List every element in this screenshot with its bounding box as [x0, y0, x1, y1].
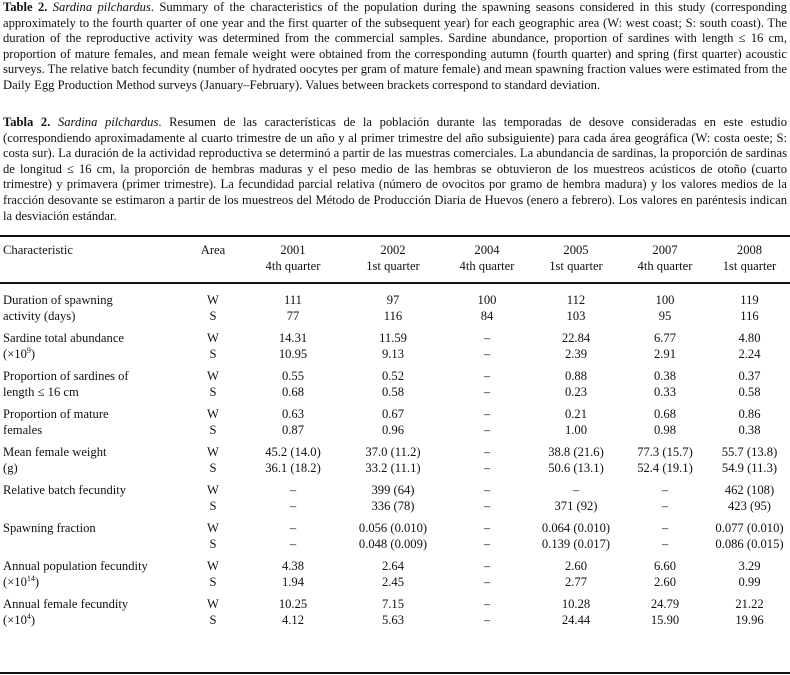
- data-table: [0, 237, 790, 628]
- table-cell-value: 0.37: [738, 369, 761, 383]
- table-cell-value: 36.1 (18.2): [265, 460, 321, 475]
- table-cell-value: 3.29: [738, 559, 761, 573]
- table-cell-value: –: [483, 460, 491, 475]
- table-cell-value: 119: [740, 293, 759, 307]
- table-cell-value: 0.96: [381, 422, 405, 437]
- characteristic-label-line2: length ≤ 16 cm: [3, 384, 79, 399]
- table-cell-value: 2.24: [738, 346, 761, 361]
- table-cell-value: 5.63: [381, 612, 405, 627]
- area-code: S: [209, 384, 217, 399]
- header-year: 2001: [280, 243, 306, 257]
- table-row: [0, 309, 790, 325]
- table-body: [0, 293, 790, 628]
- area-code: W: [207, 559, 219, 573]
- table-cell-value: –: [483, 384, 491, 399]
- table-cell-value: 52.4 (19.1): [637, 460, 693, 475]
- table-cell-value: 103: [566, 308, 586, 323]
- table-cell-value: –: [483, 559, 491, 573]
- table-cell-value: 21.22: [735, 597, 764, 611]
- characteristic-label-line2: (g): [3, 460, 18, 475]
- table-cell-value: 50.6 (13.1): [548, 460, 604, 475]
- table-cell-value: 0.077 (0.010): [715, 521, 784, 535]
- header-year: 2008: [736, 243, 763, 257]
- table-row: [0, 537, 790, 553]
- area-code: S: [209, 422, 217, 437]
- characteristic-label: [0, 499, 183, 515]
- table-row: [0, 385, 790, 401]
- table-cell-value: 2.60: [653, 574, 677, 589]
- table-cell-value: 0.064 (0.010): [541, 521, 611, 535]
- characteristic-label-end: ): [30, 346, 36, 361]
- area-code: S: [209, 460, 217, 475]
- table-cell-value: –: [483, 445, 491, 459]
- table-cell-value: 0.68: [653, 407, 677, 421]
- header-col-2005: [531, 237, 621, 287]
- table-cell-value: 4.38: [281, 559, 305, 573]
- caption-label: Tabla 2.: [3, 115, 51, 129]
- table-cell-value: 0.139 (0.017): [541, 536, 611, 551]
- table-cell-value: 19.96: [735, 612, 764, 627]
- table-row: [0, 483, 790, 499]
- characteristic-label: Proportion of mature: [3, 407, 109, 421]
- characteristic-label: Duration of spawning: [3, 293, 113, 307]
- table-cell-value: 0.38: [653, 369, 677, 383]
- table-cell-value: 77.3 (15.7): [637, 445, 693, 459]
- caption-species: Sardina pilchardus: [57, 115, 159, 129]
- table-cell-value: –: [483, 422, 491, 437]
- header-year: 2007: [652, 243, 678, 257]
- table-cell-value: 6.60: [653, 559, 677, 573]
- header-col-2004: [443, 237, 531, 287]
- table-row: [0, 461, 790, 477]
- table-row: [0, 575, 790, 591]
- table-cell-value: 14.31: [278, 331, 308, 345]
- table-cell-value: 97: [386, 293, 400, 307]
- header-row: [0, 237, 790, 287]
- caption-label: Table 2.: [3, 0, 48, 14]
- table-cell-value: 24.79: [650, 597, 680, 611]
- table-cell-value: 6.77: [653, 331, 677, 345]
- table-cell-value: –: [483, 574, 491, 589]
- table-row: [0, 331, 790, 347]
- table-cell-value: 9.13: [381, 346, 405, 361]
- area-code: W: [207, 521, 219, 535]
- table-cell-value: 116: [383, 308, 403, 323]
- header-year: 2005: [563, 243, 589, 257]
- header-year: 2004: [474, 243, 500, 257]
- table-cell-value: 2.64: [381, 559, 405, 573]
- caption-text: . Resumen de las características de la población durante las temporadas de desove consideradas en este estudio (correspondiendo aproximadamente al cuarto trimestre de un año y al primer trimestre del año subsiguiente) para cada área geográfica (W: costa oeste; S: costa sur). La duración de la actividad reproductiva se determinó a partir de las muestras comerciales. La abundancia de sardinas, la proporción de sardinas de longitud ≤ 16 cm, la proporción de hembras maduras y el peso medio de las hembras se obtuvieron de los muestreos acústicos de otoño (cuarto trimestre) y primavera (primer trimestre). La fecundidad parcial relativa (número de ovocitos por gramo de hembra madura) y los valores medios de la fracción desovante se estimaron a partir de los muestreos del Método de Producción Diaria de Huevos (enero a febrero). Los valores en paréntesis indican la desviación estándar.: [3, 115, 787, 223]
- area-code: W: [207, 597, 219, 611]
- table-row: [0, 445, 790, 461]
- area-code: W: [207, 483, 219, 497]
- header-quarter: 1st quarter: [366, 258, 420, 273]
- table-bottom-rule: [0, 672, 790, 674]
- table-row: [0, 521, 790, 537]
- table-cell-value: –: [483, 521, 491, 535]
- characteristic-label: [0, 461, 183, 477]
- table-cell-value: 10.28: [561, 597, 591, 611]
- table-cell-value: 111: [284, 293, 302, 307]
- table-cell-value: 116: [740, 308, 759, 323]
- area-code: S: [209, 574, 217, 589]
- table-cell-value: –: [289, 521, 297, 535]
- characteristic-label-line2: (×10: [3, 612, 27, 627]
- area-code: S: [209, 612, 217, 627]
- table-cell-value: –: [483, 346, 491, 361]
- table-cell-value: 100: [655, 293, 675, 307]
- area-code: W: [207, 445, 219, 459]
- characteristic-label: [0, 575, 183, 591]
- table-cell-value: 0.38: [738, 422, 761, 437]
- table-cell-value: 0.58: [381, 384, 405, 399]
- table-cell-value: 7.15: [381, 597, 405, 611]
- table-cell-value: 77: [286, 308, 300, 323]
- header-year: 2002: [380, 243, 406, 257]
- table-cell-value: –: [483, 331, 491, 345]
- table-cell-value: 100: [477, 293, 497, 307]
- table-cell-value: 336 (78): [371, 498, 415, 513]
- table-cell-value: –: [483, 369, 491, 383]
- header-quarter: 4th quarter: [459, 258, 515, 273]
- table-cell-value: 37.0 (11.2): [365, 445, 421, 459]
- area-code: S: [209, 346, 217, 361]
- table-cell-value: –: [661, 521, 669, 535]
- table-cell-value: 15.90: [650, 612, 680, 627]
- table-cell-value: 4.12: [281, 612, 305, 627]
- table-cell-value: 0.98: [653, 422, 677, 437]
- unit-exponent: 9: [26, 345, 31, 355]
- table-cell-value: –: [483, 498, 491, 513]
- table-cell-value: 423 (95): [727, 498, 772, 513]
- table-cell-value: –: [661, 536, 669, 551]
- table-cell-value: 22.84: [561, 331, 591, 345]
- characteristic-label-line2: activity (days): [3, 308, 76, 323]
- table-cell-value: 2.39: [564, 346, 588, 361]
- caption-species: Sardina pilchardus: [52, 0, 151, 14]
- characteristic-label: Mean female weight: [3, 445, 107, 459]
- table-cell-value: 1.00: [564, 422, 588, 437]
- area-code: S: [209, 308, 217, 323]
- table-cell-value: –: [661, 498, 669, 513]
- table-cell-value: 2.60: [564, 559, 588, 573]
- characteristic-label: Annual population fecundity: [3, 559, 148, 573]
- table-cell-value: 0.63: [281, 407, 305, 421]
- characteristic-label: Spawning fraction: [3, 521, 96, 535]
- area-code: W: [207, 369, 219, 383]
- table-cell-value: –: [483, 612, 491, 627]
- table-cell-value: –: [661, 483, 669, 497]
- table-cell-value: –: [483, 483, 491, 497]
- header-quarter: 4th quarter: [637, 258, 693, 273]
- table-cell-value: –: [483, 536, 491, 551]
- header-quarter: 4th quarter: [265, 258, 321, 273]
- header-col-2001: [243, 237, 343, 287]
- table-cell-value: 112: [566, 293, 586, 307]
- table-cell-value: 0.33: [653, 384, 677, 399]
- characteristic-label: [0, 385, 183, 401]
- table-cell-value: 11.59: [379, 331, 407, 345]
- characteristic-label-end: ): [34, 574, 40, 589]
- table-cell-value: 0.23: [564, 384, 588, 399]
- table-cell-value: 0.86: [738, 407, 761, 421]
- area-code: W: [207, 407, 219, 421]
- table-cell-value: 462 (108): [724, 483, 775, 497]
- table-row: [0, 423, 790, 439]
- table-cell-value: 33.2 (11.1): [365, 460, 421, 475]
- table-cell-value: –: [289, 536, 297, 551]
- characteristic-label-line2: (×10: [3, 346, 27, 361]
- table-cell-value: –: [289, 483, 297, 497]
- area-code: S: [209, 536, 217, 551]
- table-cell-value: 0.88: [564, 369, 588, 383]
- table-cell-value: 0.21: [564, 407, 588, 421]
- table-row: [0, 347, 790, 363]
- table-cell-value: 0.52: [381, 369, 405, 383]
- table-row: [0, 407, 790, 423]
- table-cell-value: 0.67: [381, 407, 405, 421]
- header-col-2002: [343, 237, 443, 287]
- table-cell-value: 24.44: [561, 612, 591, 627]
- table-cell-value: 2.91: [653, 346, 677, 361]
- area-code: S: [209, 498, 217, 513]
- table-row: [0, 369, 790, 385]
- header-col-2007: [621, 237, 709, 287]
- table-cell-value: 371 (92): [554, 498, 598, 513]
- header-col-2008: [709, 237, 790, 287]
- table-cell-value: 0.056 (0.010): [358, 521, 428, 535]
- table-caption-english: [3, 0, 787, 94]
- table-cell-value: 2.77: [564, 574, 588, 589]
- table-cell-value: 0.086 (0.015): [715, 536, 784, 551]
- table-cell-value: 95: [658, 308, 672, 323]
- table-cell-value: 0.99: [738, 574, 761, 589]
- characteristic-label-line2: females: [3, 422, 43, 437]
- caption-text: . Summary of the characteristics of the population during the spawning seasons considered in this study (corresponding approximately to the fourth quarter of one year and the first quarter of the subsequent year) for each geographic area (W: west coast; S: south coast). The duration of the reproductive activity was determined from the commercial samples. Sardine abundance, proportion of sardines with length ≤ 16 cm, proportion of mature females, and mean female weight were obtained from the corresponding autumn (fourth quarter) and spring (first quarter) acoustic surveys. The relative batch fecundity (number of hydrated oocytes per gram of mature female) and mean spawning fraction values were estimated from the Daily Egg Production Method surveys (January–February). Values between brackets correspond to standard deviation.: [3, 0, 787, 92]
- table-cell-value: 1.94: [281, 574, 305, 589]
- table-row: [0, 613, 790, 629]
- header-quarter: 1st quarter: [722, 258, 777, 273]
- table-cell-value: 0.87: [281, 422, 305, 437]
- table-cell-value: 0.68: [281, 384, 305, 399]
- table-cell-value: 54.9 (11.3): [721, 460, 778, 475]
- unit-exponent: 14: [26, 573, 35, 583]
- table-cell-value: 10.25: [278, 597, 308, 611]
- table-cell-value: –: [289, 498, 297, 513]
- characteristic-label: [0, 347, 183, 363]
- table-cell-value: –: [483, 407, 491, 421]
- table-cell-value: 0.55: [281, 369, 305, 383]
- unit-exponent: 4: [26, 611, 31, 621]
- characteristic-label: Relative batch fecundity: [3, 483, 127, 497]
- table-cell-value: 0.58: [738, 384, 761, 399]
- table-cell-value: 45.2 (14.0): [265, 445, 321, 459]
- table-row: [0, 293, 790, 309]
- characteristic-label: [0, 613, 183, 629]
- header-quarter: 1st quarter: [549, 258, 603, 273]
- table-cell-value: 84: [480, 308, 494, 323]
- table-row: [0, 559, 790, 575]
- table-cell-value: 399 (64): [371, 483, 415, 497]
- characteristic-label: Annual female fecundity: [3, 597, 129, 611]
- table-cell-value: –: [572, 483, 580, 497]
- table-row: [0, 597, 790, 613]
- characteristic-label-end: ): [30, 612, 36, 627]
- header-area: Area: [200, 243, 226, 257]
- table-cell-value: 4.80: [738, 331, 761, 345]
- table-cell-value: 0.048 (0.009): [358, 536, 428, 551]
- table-cell-value: –: [483, 597, 491, 611]
- characteristic-label-line2: (×10: [3, 574, 27, 589]
- table-cell-value: 38.8 (21.6): [548, 445, 604, 459]
- area-code: W: [207, 331, 219, 345]
- characteristic-label: [0, 423, 183, 439]
- table-cell-value: 55.7 (13.8): [721, 445, 778, 459]
- table-row: [0, 499, 790, 515]
- characteristic-label: [0, 309, 183, 325]
- characteristic-label: Proportion of sardines of: [3, 369, 129, 383]
- table-cell-value: 10.95: [278, 346, 308, 361]
- table-cell-value: 2.45: [381, 574, 405, 589]
- characteristic-label: Sardine total abundance: [3, 331, 124, 345]
- characteristic-label: [0, 537, 183, 553]
- area-code: W: [207, 293, 219, 307]
- table-caption-spanish: [3, 115, 787, 224]
- header-characteristic: Characteristic: [3, 243, 73, 257]
